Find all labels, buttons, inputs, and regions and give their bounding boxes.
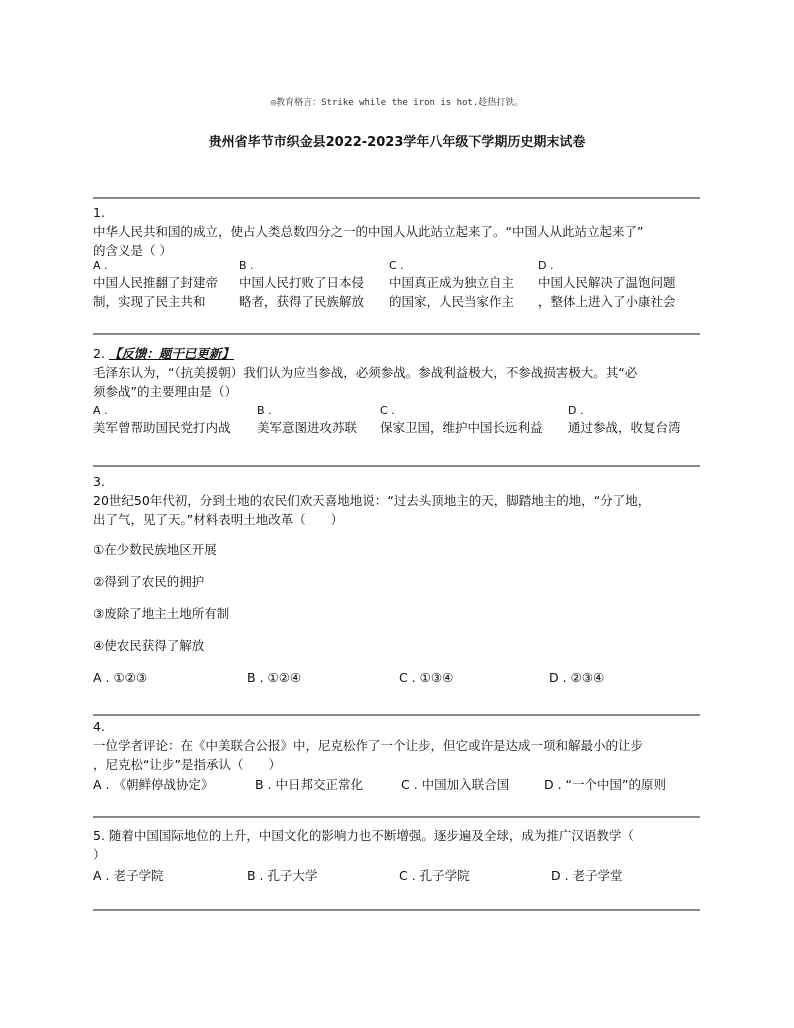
statement-item: ②得到了农民的拥护 (93, 574, 205, 589)
option-text: 美军曾帮助国民党打内战 (93, 420, 231, 435)
option-d[interactable] (568, 404, 681, 437)
option-text: 制，实现了民主共和 (93, 294, 206, 309)
option-c[interactable]: C . 中国加入联合国 (401, 777, 510, 792)
option-d[interactable]: D . ②③④ (549, 670, 605, 685)
option-b[interactable]: B . 孔子大学 (247, 868, 318, 883)
option-b[interactable]: B . ①②④ (247, 670, 302, 685)
question-2-options (93, 404, 700, 440)
question-3-options (93, 670, 700, 690)
option-d[interactable]: D . “一个中国”的原则 (544, 777, 666, 792)
option-a[interactable] (93, 404, 231, 437)
option-b[interactable] (239, 259, 364, 311)
question-text: ） (93, 847, 106, 862)
option-a[interactable]: A . 《朝鲜停战协定》 (93, 777, 214, 792)
option-b[interactable]: B . 中日邦交正常化 (255, 777, 363, 792)
option-text: ，整体上进入了小康社会 (538, 294, 676, 309)
option-text: 中国人民解决了温饱问题 (538, 275, 676, 290)
divider (93, 197, 700, 199)
option-label: A . (93, 404, 108, 417)
question-4 (93, 717, 700, 774)
question-number: 3. (93, 474, 105, 489)
question-1-options (93, 259, 700, 315)
question-4-options (93, 775, 700, 795)
question-text: 须参战”的主要理由是（） (93, 384, 237, 399)
option-label: D . (538, 259, 554, 272)
question-5-options (93, 866, 700, 886)
divider (93, 333, 700, 335)
divider (93, 909, 700, 911)
option-label: B . (239, 259, 254, 272)
question-number: 2. (93, 346, 105, 361)
option-text: 中国人民打败了日本侵 (239, 275, 365, 290)
question-number: 4. (93, 719, 105, 734)
option-c[interactable] (389, 259, 514, 311)
option-c[interactable]: C . 孔子学院 (399, 868, 470, 883)
statement-item: ①在少数民族地区开展 (93, 542, 217, 557)
option-text: 保家卫国，维护中国长远利益 (380, 420, 543, 435)
divider (93, 465, 700, 467)
option-a[interactable]: A . 老子学院 (93, 868, 164, 883)
question-text: 出了气，见了天。”材料表明土地改革（ ） (93, 512, 344, 527)
question-text: 中华人民共和国的成立，使占人类总数四分之一的中国人从此站立起来了。“中国人从此站立起来了” (93, 224, 644, 239)
option-text: 通过参战，收复台湾 (568, 420, 681, 435)
question-number: 1. (93, 205, 105, 220)
question-text: 毛泽东认为，“（抗美援朝）我们认为应当参战，必须参战。参战利益极大，不参战损害极大。其“必 (93, 365, 638, 380)
question-text: 一位学者评论：在《中美联合公报》中，尼克松作了一个让步，但它或许是达成一项和解最小的让步 (93, 738, 644, 753)
statement-item: ③废除了地主土地所有制 (93, 606, 230, 621)
divider (93, 816, 700, 818)
question-text: 5. 随着中国国际地位的上升，中国文化的影响力也不断增强。逐步遍及全球，成为推广汉语教学（ (93, 828, 634, 843)
option-text: 的国家，人民当家作主 (389, 294, 515, 309)
question-3 (93, 472, 700, 529)
question-text: 的含义是（ ） (93, 243, 172, 258)
option-b[interactable] (257, 404, 357, 437)
option-d[interactable] (538, 259, 676, 311)
question-5 (93, 826, 700, 864)
option-text: 中国人民推翻了封建帝 (93, 275, 219, 290)
statement-item: ④使农民获得了解放 (93, 638, 205, 653)
option-c[interactable]: C . ①③④ (399, 670, 454, 685)
option-c[interactable] (380, 404, 543, 437)
question-1 (93, 203, 700, 260)
option-label: D . (568, 404, 584, 417)
option-label: C . (380, 404, 395, 417)
motto: ◎教育格言：Strike while the iron is hot.趁热打铁。 (270, 98, 524, 108)
option-a[interactable]: A . ①②③ (93, 670, 148, 685)
question-2 (93, 344, 700, 401)
question-text: 20世纪50年代初，分到土地的农民们欢天喜地地说：“过去头顶地主的天，脚踏地主的地，“分了地， (93, 493, 651, 508)
feedback-tag: 【反馈：题干已更新】 (108, 346, 234, 361)
option-label: B . (257, 404, 272, 417)
page-title: 贵州省毕节市织金县2022-2023学年八年级下学期历史期末试卷 (208, 135, 586, 150)
divider (93, 714, 700, 716)
option-d[interactable]: D . 老子学堂 (551, 868, 623, 883)
question-text: ，尼克松“让步”是指承认（ ） (93, 757, 281, 772)
option-text: 美军意图进攻苏联 (257, 420, 358, 435)
option-label: C . (389, 259, 404, 272)
option-a[interactable] (93, 259, 218, 311)
option-text: 略者，获得了民族解放 (239, 294, 365, 309)
option-text: 中国真正成为独立自主 (389, 275, 515, 290)
option-label: A . (93, 259, 108, 272)
